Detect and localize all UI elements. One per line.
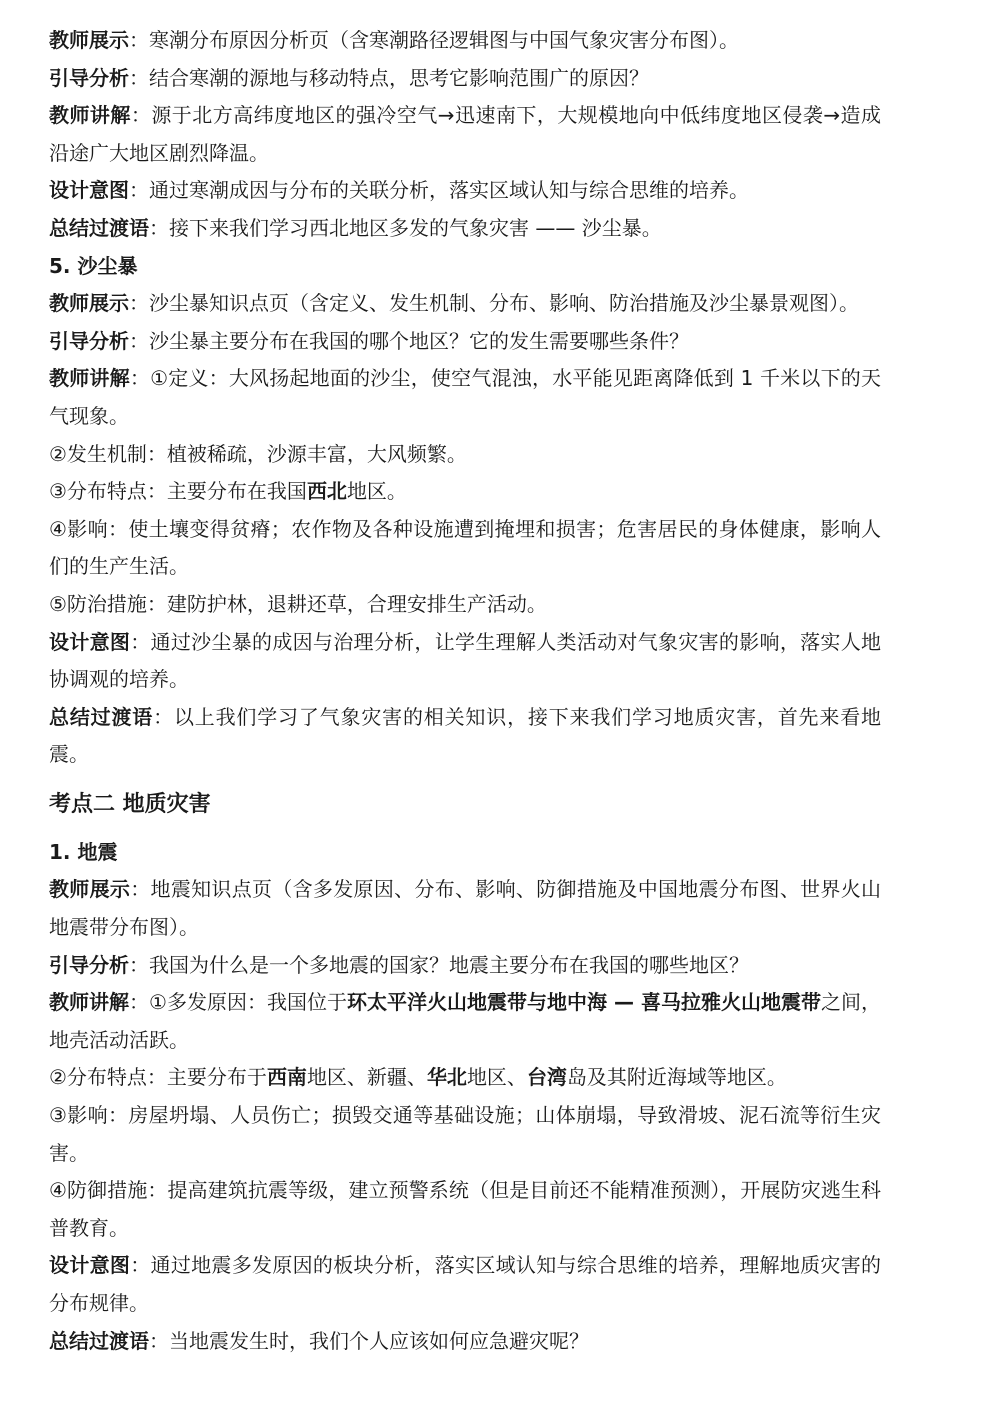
paragraph-summary-transition: 总结过渡语：当地震发生时，我们个人应该如何应急避灾呢？: [49, 1328, 589, 1353]
label-guide-analysis: 引导分析: [49, 952, 129, 977]
label-guide-analysis: 引导分析: [49, 328, 129, 353]
paragraph-teacher-lecture: 教师讲解：①定义：大风扬起地面的沙尘，使空气混浊，水平能见距离降低到 1 千米以下的天气现象。: [49, 366, 882, 428]
emphasis-region: 西北: [306, 479, 347, 504]
label-summary-transition: 总结过渡语: [49, 215, 149, 240]
heading-earthquake: 1. 地震: [49, 839, 118, 864]
label-teacher-show: 教师展示: [49, 291, 129, 316]
text-teacher-lecture: ①定义：大风扬起地面的沙尘，使空气混浊，水平能见距离降低到 1 千米以下的天气现象。: [49, 366, 882, 428]
paragraph-design-intent: 设计意图：通过地震多发原因的板块分析，落实区域认知与综合思维的培养，理解地质灾害的分布规律。: [49, 1253, 882, 1315]
text-design-intent: 通过寒潮成因与分布的关联分析，落实区域认知与综合思维的培养。: [149, 178, 749, 203]
label-teacher-lecture: 教师讲解: [49, 990, 130, 1015]
heading-sandstorm: 5. 沙尘暴: [49, 253, 138, 278]
text-summary-transition: 接下来我们学习西北地区多发的气象灾害 —— 沙尘暴。: [169, 215, 662, 240]
paragraph-teacher-show: 教师展示：寒潮分布原因分析页（含寒潮路径逻辑图与中国气象灾害分布图）。: [49, 28, 739, 52]
paragraph-design-intent: 设计意图：通过沙尘暴的成因与治理分析，让学生理解人类活动对气象灾害的影响，落实人地协调观的培养。: [49, 629, 882, 692]
text-summary-transition: 当地震发生时，我们个人应该如何应急避灾呢？: [169, 1328, 589, 1353]
paragraph-teacher-lecture: 教师讲解：源于北方高纬度地区的强冷空气→迅速南下，大规模地向中低纬度地区侵袭→造成沿途广大地区剧烈降温。: [49, 103, 882, 165]
emphasis-seismic-belts: 环太平洋火山地震带与地中海 — 喜马拉雅火山地震带: [347, 990, 821, 1015]
paragraph-teacher-show: 教师展示：沙尘暴知识点页（含定义、发生机制、分布、影响、防治措施及沙尘暴景观图）。: [49, 291, 859, 316]
label-teacher-show: 教师展示: [49, 877, 131, 902]
paragraph-design-intent: 设计意图：通过寒潮成因与分布的关联分析，落实区域认知与综合思维的培养。: [49, 178, 749, 203]
text-guide-analysis: 结合寒潮的源地与移动特点，思考它影响范围广的原因？: [149, 65, 649, 90]
text-design-intent: 通过地震多发原因的板块分析，落实区域认知与综合思维的培养，理解地质灾害的分布规律。: [49, 1253, 882, 1315]
list-item-prevention: ④防御措施：提高建筑抗震等级，建立预警系统（但是目前还不能精准预测），开展防灾逃生科普教育。: [49, 1178, 881, 1240]
emphasis-region: 西南: [266, 1065, 307, 1090]
text-teacher-show: 寒潮分布原因分析页（含寒潮路径逻辑图与中国气象灾害分布图）。: [149, 28, 739, 52]
text-design-intent: 通过沙尘暴的成因与治理分析，让学生理解人类活动对气象灾害的影响，落实人地协调观的培养。: [49, 629, 882, 692]
paragraph-guide-analysis: 引导分析：沙尘暴主要分布在我国的哪个地区？它的发生需要哪些条件？: [49, 328, 689, 353]
paragraph-summary-transition: 总结过渡语：接下来我们学习西北地区多发的气象灾害 —— 沙尘暴。: [49, 215, 662, 240]
label-teacher-show: 教师展示: [49, 28, 129, 52]
list-item-mechanism: ②发生机制：植被稀疏，沙源丰富，大风频繁。: [49, 441, 467, 466]
paragraph-teacher-lecture: 教师讲解：①多发原因：我国位于环太平洋火山地震带与地中海 — 喜马拉雅火山地震带之间，地壳活动活跃。: [49, 990, 882, 1052]
section-heading-geological-disasters: 考点二 地质灾害: [49, 791, 211, 817]
label-teacher-lecture: 教师讲解: [49, 103, 131, 128]
paragraph-summary-transition: 总结过渡语：以上我们学习了气象灾害的相关知识，接下来我们学习地质灾害，首先来看地震。: [49, 704, 882, 767]
list-item-impact: ③影响：房屋坍塌、人员伤亡；损毁交通等基础设施；山体崩塌，导致滑坡、泥石流等衍生灾害。: [49, 1103, 881, 1165]
label-teacher-lecture: 教师讲解: [49, 366, 130, 391]
text-guide-analysis: 我国为什么是一个多地震的国家？地震主要分布在我国的哪些地区？: [149, 952, 749, 977]
emphasis-region: 华北: [426, 1065, 467, 1090]
list-item-distribution: ②分布特点：主要分布于西南地区、新疆、华北地区、台湾岛及其附近海域等地区。: [49, 1065, 787, 1090]
paragraph-guide-analysis: 引导分析：结合寒潮的源地与移动特点，思考它影响范围广的原因？: [49, 65, 649, 90]
label-summary-transition: 总结过渡语: [49, 704, 154, 729]
paragraph-guide-analysis: 引导分析：我国为什么是一个多地震的国家？地震主要分布在我国的哪些地区？: [49, 952, 749, 977]
document-page: [49, 22, 881, 1360]
list-item-prevention: ⑤防治措施：建防护林，退耕还草，合理安排生产活动。: [49, 591, 547, 616]
label-guide-analysis: 引导分析: [49, 65, 129, 90]
text-teacher-show: 沙尘暴知识点页（含定义、发生机制、分布、影响、防治措施及沙尘暴景观图）。: [149, 291, 859, 316]
text-guide-analysis: 沙尘暴主要分布在我国的哪个地区？它的发生需要哪些条件？: [149, 328, 689, 353]
list-item-impact: ④影响：使土壤变得贫瘠；农作物及各种设施遭到掩埋和损害；危害居民的身体健康，影响人们的生产生活。: [49, 516, 881, 579]
text-summary-transition: 以上我们学习了气象灾害的相关知识，接下来我们学习地质灾害，首先来看地震。: [49, 704, 882, 767]
text-teacher-show: 地震知识点页（含多发原因、分布、影响、防御措施及中国地震分布图、世界火山地震带分布图）。: [49, 877, 882, 940]
emphasis-region: 台湾: [526, 1065, 567, 1090]
paragraph-teacher-show: 教师展示：地震知识点页（含多发原因、分布、影响、防御措施及中国地震分布图、世界火山地震带分布图）。: [49, 877, 882, 940]
label-design-intent: 设计意图: [49, 629, 131, 654]
label-summary-transition: 总结过渡语: [49, 1328, 149, 1353]
label-design-intent: 设计意图: [49, 1253, 131, 1278]
text-teacher-lecture: 源于北方高纬度地区的强冷空气→迅速南下，大规模地向中低纬度地区侵袭→造成沿途广大地区剧烈降温。: [49, 103, 882, 165]
list-item-distribution: ③分布特点：主要分布在我国西北地区。: [49, 479, 407, 504]
label-design-intent: 设计意图: [49, 178, 129, 203]
